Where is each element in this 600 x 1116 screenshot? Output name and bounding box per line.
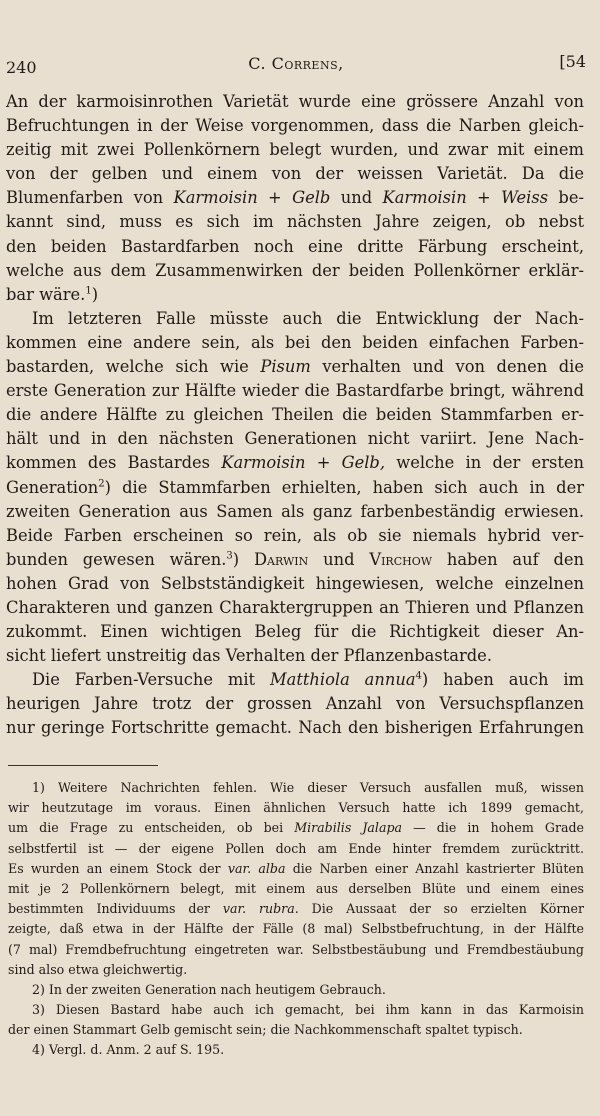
text-line: An der karmoisinrothen Varietät wurde eine grössere Anzahl von [6,92,584,111]
footnote-line: (7 mal) Fremdbefruchtung eingetreten war. Selbstbestäubung und Fremdbestäubung [8,941,584,957]
text-line: Generation$^2$) die Stammfarben erhielten, haben sich auch in der [6,477,584,497]
footnotes [8,778,584,1061]
text-line: bunden gewesen wären.$^3$) Darwin und Virchow haben auf den [6,549,584,569]
footnote-line: 2) In der zweiten Generation nach heutigem Gebrauch. [32,981,386,997]
footnote-marker: 4 [415,670,422,682]
text-line: hohen Grad von Selbstständigkeit hingewiesen, welche einzelnen [6,573,584,593]
running-head-author: C. Correns, [248,54,344,73]
text-line: Charakteren und ganzen Charaktergruppen an Thieren und Pflanzen [6,597,584,617]
text-line: zeitig mit zwei Pollenkörnern belegt wurden, und zwar mit einem [6,140,584,160]
text-line: kommen eine andere sein, als bei den beiden einfachen Farben- [6,332,584,352]
page-number: 240 [6,58,37,77]
footnote-line: 3) Diesen Bastard habe auch ich gemacht, bei ihm kann in das Karmoisin [32,1002,584,1018]
text-line: Befruchtungen in der Weise vorgenommen, dass die Narben gleich- [6,116,584,136]
footnote-line: sind also etwa gleichwertig. [8,961,188,977]
footnote-marker: 3 [226,550,233,562]
text-line: zukommt. Einen wichtigen Beleg für die Richtigkeit dieser An- [6,622,584,642]
text-line: kannt sind, muss es sich im nächsten Jahre zeigen, ob nebst [6,212,584,232]
text-line: die andere Hälfte zu gleichen Theilen die beiden Stammfarben er- [6,405,584,425]
footnote-line: 4) Vergl. d. Anm. 2 auf S. 195. [32,1042,225,1058]
footnote-line: 1) Weitere Nachrichten fehlen. Wie dieser Versuch ausfallen muß, wissen [32,780,584,795]
text-line: erste Generation zur Hälfte wieder die Bastardfarbe bringt, während [6,381,584,401]
text-line: Beide Farben erscheinen so rein, als ob sie niemals hybrid ver- [6,525,584,545]
footnote-marker: 2 [98,478,105,490]
footnote-line: Es wurden an einem Stock der var. alba die Narben einer Anzahl kastrierter Blüten [8,860,584,876]
footnote-line: um die Frage zu entscheiden, ob bei Mirabilis Jalapa — die in hohem Grade [8,820,584,836]
text-line: Im letzteren Falle müsste auch die Entwicklung der Nach- [32,308,584,328]
text-line: bastarden, welche sich wie Pisum verhalten und von denen die [6,357,584,377]
text-line: zweiten Generation aus Samen als ganz farbenbeständig erwiesen. [6,501,584,521]
original-page-reference: [54 [559,52,586,71]
text-line: hält und in den nächsten Generationen nicht variirt. Jene Nach- [6,429,584,449]
text-line: kommen des Bastardes Karmoisin + Gelb, welche in der ersten [6,453,584,473]
running-header [6,52,586,76]
text-line: nur geringe Fortschritte gemacht. Nach den bisherigen Erfahrungen [6,718,584,738]
footnote-line: selbstfertil ist — der eigene Pollen doch am Ende hinter fremdem zurücktritt. [8,840,584,856]
main-text [6,90,584,741]
text-line: den beiden Bastardfarben noch eine dritte Färbung erscheint, [6,236,584,256]
footnote-line: der einen Stammart Gelb gemischt sein; die Nachkommenschaft spaltet typisch. [8,1022,523,1038]
footnote-separator [8,765,158,766]
text-line: heurigen Jahre trotz der grossen Anzahl von Versuchspflanzen [6,694,584,714]
text-line: sicht liefert unstreitig das Verhalten der Pflanzenbastarde. [6,646,492,666]
text-line: welche aus dem Zusammenwirken der beiden Pollenkörner erklär- [6,260,584,280]
footnote-line: zeigte, daß etwa in der Hälfte der Fälle (8 mal) Selbstbefruchtung, in der Hälfte [8,921,584,937]
text-line: Die Farben-Versuche mit Matthiola annua$^4$) haben auch im [32,670,584,690]
text-line: von der gelben und einem von der weissen Varietät. Da die [6,164,584,184]
footnote-line: bestimmten Individuums der var. rubra. Die Aussaat der so erzielten Körner [8,901,584,917]
footnote-line: wir heutzutage im voraus. Einen ähnlichen Versuch hatte ich 1899 gemacht, [8,800,584,816]
footnote-marker: 1 [85,285,92,297]
text-line: bar wäre.$^1$) [6,284,99,304]
footnote-line: mit je 2 Pollenkörnern belegt, mit einem aus derselben Blüte und einem eines [8,880,584,896]
text-line: Blumenfarben von Karmoisin + Gelb und Karmoisin + Weiss be- [6,188,584,208]
